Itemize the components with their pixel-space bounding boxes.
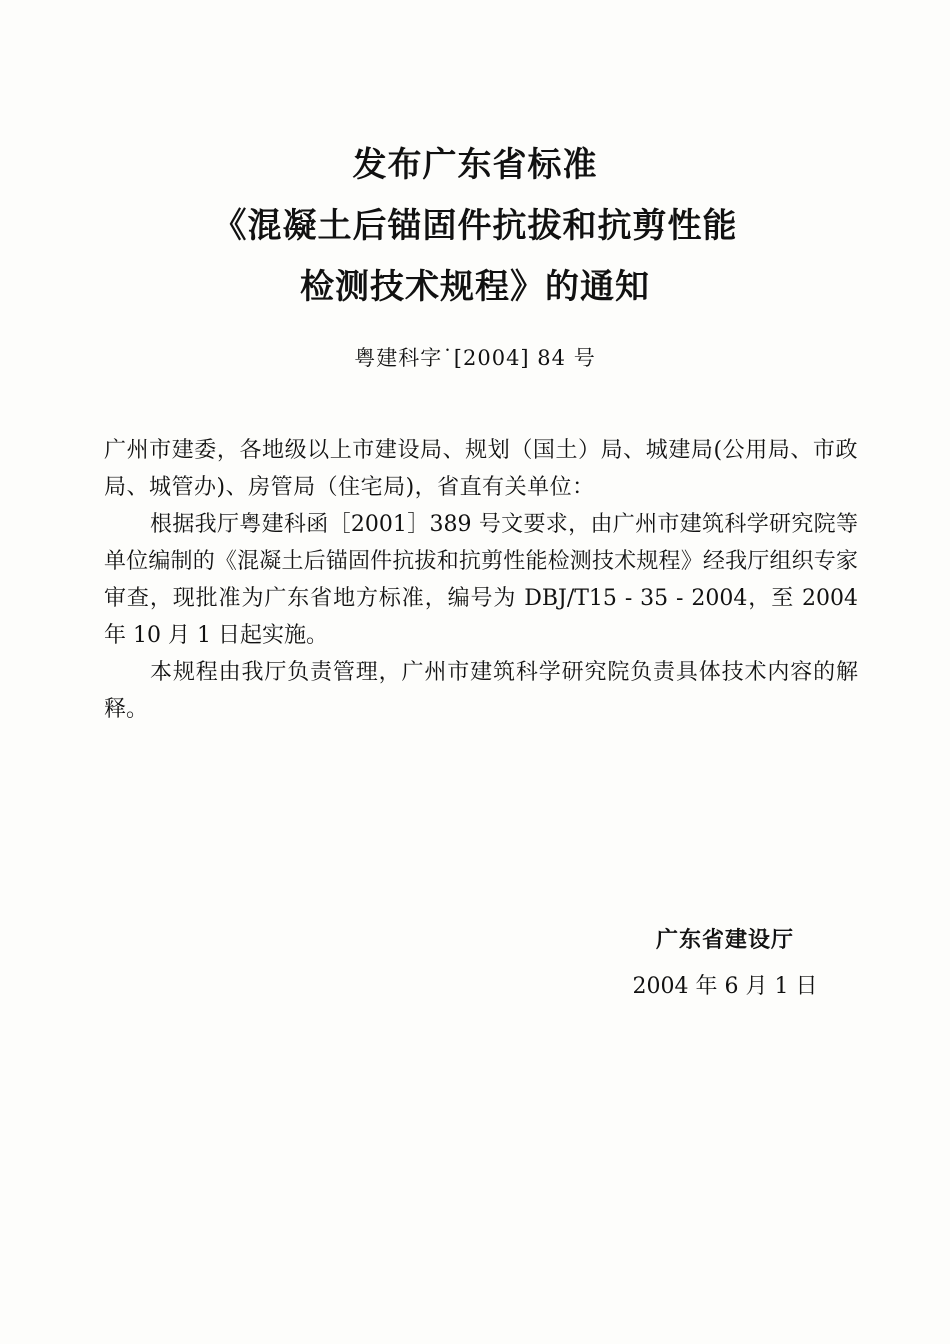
signature-block [600,918,850,1010]
issuing-organization: 广东省建设厅 [655,928,794,953]
notice-body [104,432,858,728]
title-line-1: 发布广东省标准 [352,145,598,185]
paragraph-approval: 根据我厅粤建科函［2001］389 号文要求，由广州市建筑科学研究院等单位编制的《混凝土后锚固件抗拔和抗剪性能检测技术规程》经我厅组织专家审查，现批准为广东省地方标准，编号为 DBJ/T15 - 35 - 2004，至 2004 年 10 月 1 日起实施。 [104,512,858,648]
paragraph-management: 本规程由我厅负责管理，广州市建筑科学研究院负责具体技术内容的解释。 [104,660,858,722]
document-number: 粤建科字˙[2004] 84 号 [354,346,596,370]
notice-title [0,135,950,318]
title-line-3: 检测技术规程》的通知 [300,267,650,307]
title-line-2: 《混凝土后锚固件抗拔和抗剪性能 [212,206,738,246]
addressee: 广州市建委，各地级以上市建设局、规划（国土）局、城建局(公用局、市政局、城管办)、房管局（住宅局)，省直有关单位： [104,438,858,500]
issue-date: 2004 年 6 月 1 日 [632,974,818,999]
